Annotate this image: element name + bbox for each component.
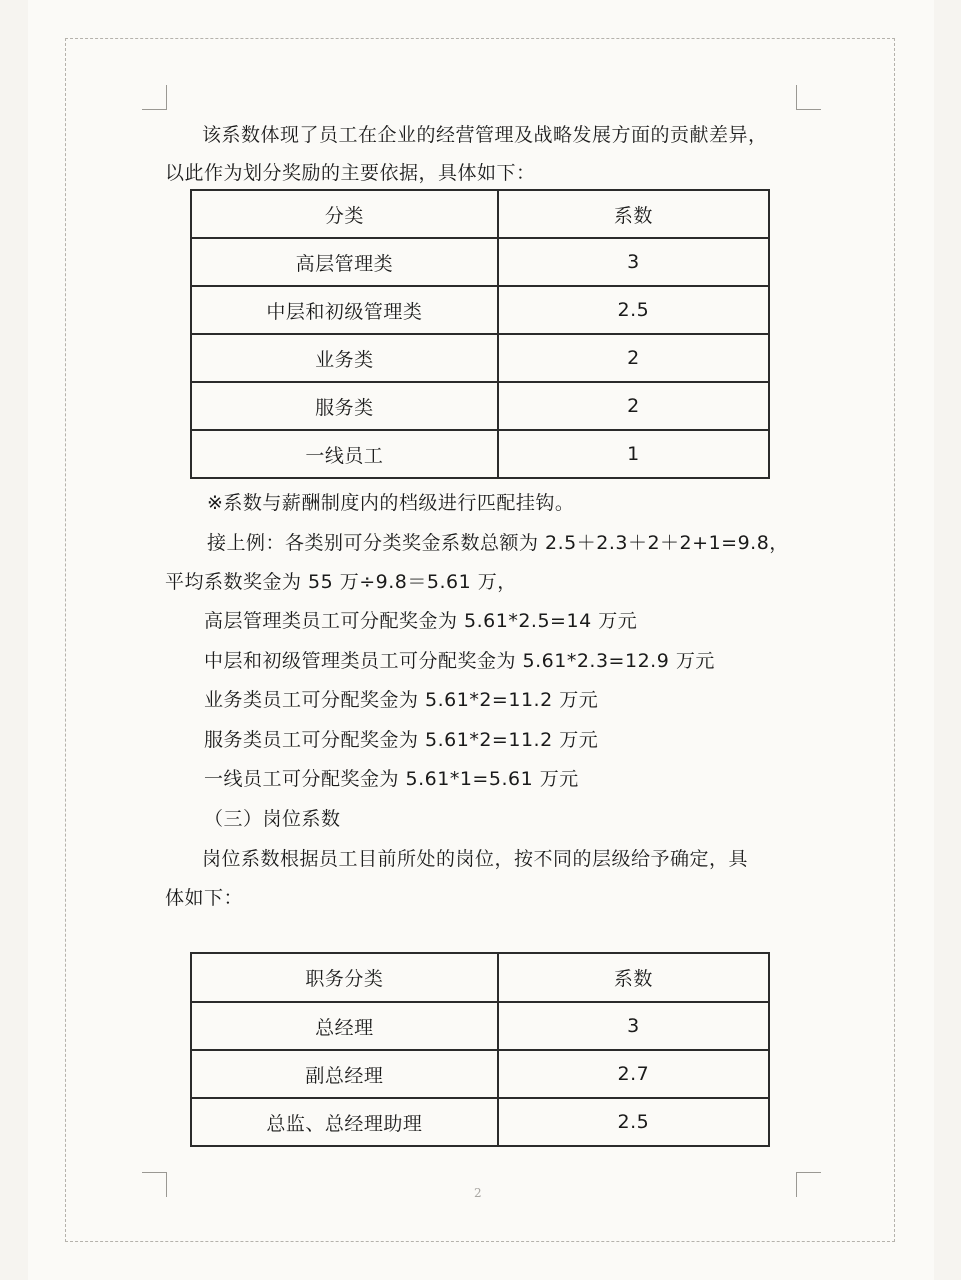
table-cell-position: 副总经理 [191,1050,498,1098]
table-cell-coefficient: 1 [498,430,769,478]
crop-mark-bottom-left [142,1172,167,1197]
table-header-cell: 系数 [498,190,769,238]
table-header-cell: 分类 [191,190,498,238]
table-row [191,1050,769,1098]
crop-mark-bottom-right [796,1172,821,1197]
table-cell-coefficient: 2 [498,382,769,430]
calc-middle-management: 中层和初级管理类员工可分配奖金为 5.61*2.3=12.9 万元 [204,650,715,672]
table-cell-category: 中层和初级管理类 [191,286,498,334]
table-row [191,382,769,430]
table-row [191,238,769,286]
table-cell-coefficient: 2 [498,334,769,382]
table-row [191,286,769,334]
table-header-row [191,190,769,238]
table-cell-coefficient: 3 [498,1002,769,1050]
calc-business: 业务类员工可分配奖金为 5.61*2=11.2 万元 [204,689,599,711]
section-heading: （三）岗位系数 [204,808,341,830]
category-coefficient-table [190,189,770,479]
table-header-cell: 职务分类 [191,953,498,1002]
table-cell-category: 业务类 [191,334,498,382]
intro-paragraph-line-2: 以此作为划分奖励的主要依据，具体如下： [165,162,536,184]
table-cell-category: 一线员工 [191,430,498,478]
example-paragraph-line-2: 平均系数奖金为 55 万÷9.8＝5.61 万， [165,571,517,593]
table-header-cell: 系数 [498,953,769,1002]
table-header-row [191,953,769,1002]
table-cell-position: 总监、总经理助理 [191,1098,498,1146]
table-cell-category: 服务类 [191,382,498,430]
table-row [191,1002,769,1050]
position-coefficient-table [190,952,770,1147]
page-number: 2 [474,1186,482,1200]
note-text: ※系数与薪酬制度内的档级进行匹配挂钩。 [207,492,575,514]
table-row [191,334,769,382]
example-paragraph-line-1: 接上例：各类别可分类奖金系数总额为 2.5＋2.3＋2＋2+1=9.8， [207,532,789,554]
position-paragraph-line-1: 岗位系数根据员工目前所处的岗位，按不同的层级给予确定，具 [202,848,749,870]
crop-mark-top-left [142,85,167,110]
table-cell-coefficient: 3 [498,238,769,286]
table-cell-coefficient: 2.5 [498,1098,769,1146]
calc-frontline: 一线员工可分配奖金为 5.61*1=5.61 万元 [204,768,579,790]
table-cell-coefficient: 2.7 [498,1050,769,1098]
crop-mark-top-right [796,85,821,110]
calc-service: 服务类员工可分配奖金为 5.61*2=11.2 万元 [204,729,599,751]
table-row [191,430,769,478]
table-cell-position: 总经理 [191,1002,498,1050]
table-cell-category: 高层管理类 [191,238,498,286]
table-row [191,1098,769,1146]
position-paragraph-line-2: 体如下： [165,887,244,909]
intro-paragraph-line-1: 该系数体现了员工在企业的经营管理及战略发展方面的贡献差异， [202,124,768,146]
calc-senior-management: 高层管理类员工可分配奖金为 5.61*2.5=14 万元 [204,610,638,632]
table-cell-coefficient: 2.5 [498,286,769,334]
